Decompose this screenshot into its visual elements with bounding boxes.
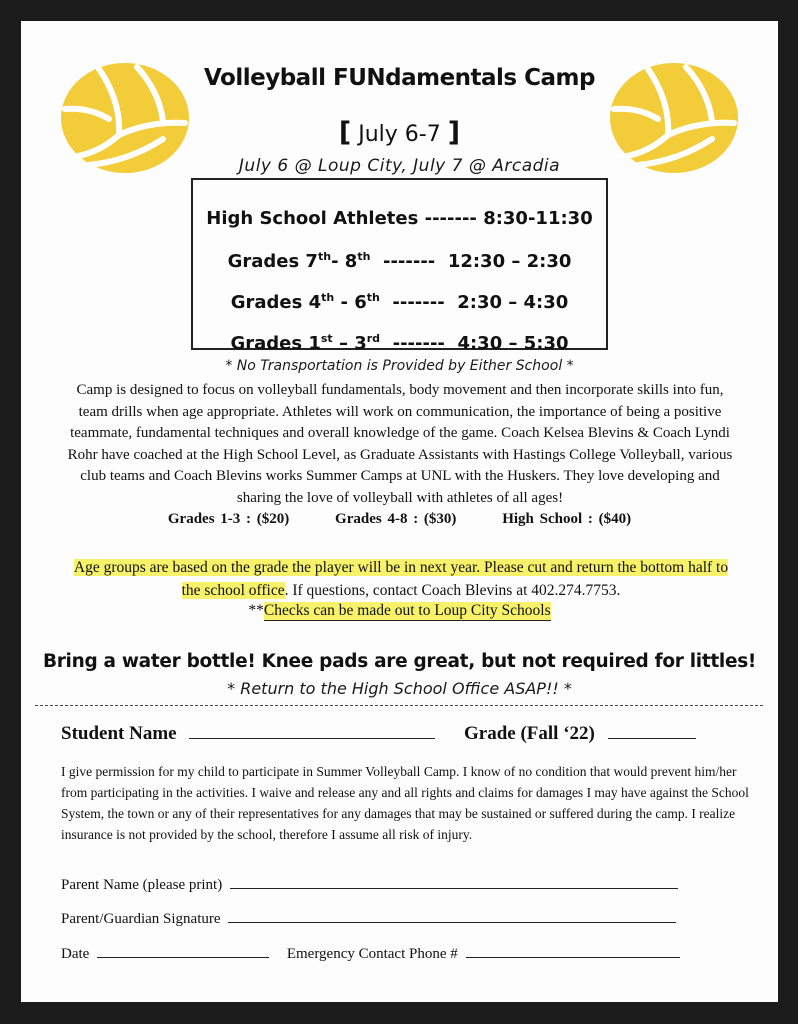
student-row	[61, 723, 595, 745]
date-field[interactable]	[97, 956, 269, 958]
parent-name-row	[61, 877, 678, 894]
checks-note: **Checks can be made out to Loup City Schools	[248, 602, 551, 619]
student-name-field[interactable]	[189, 737, 435, 739]
emergency-label: Emergency Contact Phone #	[286, 946, 458, 962]
cut-line	[35, 705, 763, 706]
parent-name-field[interactable]	[230, 887, 678, 889]
parent-name-label: Parent Name (please print)	[61, 877, 223, 893]
return-note: * Return to the High School Office ASAP!! *	[227, 679, 572, 698]
camp-description: Camp is designed to focus on volleyball fundamentals, body movement and then incorporate skills into fun, team drills when age appropriate. Athletes will work on communication, the importance of being a positive teammate, fundamental techniques and overall knowledge of the game. Coach Kelsea Blevins & Coach Lyndi Rohr have coached at the High School Level, as Graduate Assistants with Hastings College Volleyball, various club teams and Coach Blevins works Summer Camps at UNL with the Huskers. They love developing and sharing the love of volleyball with athletes of all ages!	[67, 382, 733, 506]
price-list	[21, 511, 778, 528]
bring-note: Bring a water bottle! Knee pads are great, but not required for littles!	[42, 651, 757, 672]
date-label: Date	[61, 946, 90, 962]
price-item: High School : ($40)	[502, 511, 632, 527]
flyer-title: Volleyball FUNdamentals Camp	[204, 65, 595, 91]
signature-row	[61, 911, 676, 928]
schedule-row: Grades 4th - 6th ------- 2:30 – 4:30	[230, 291, 569, 313]
schedule-row: Grades 1st – 3rd ------- 4:30 – 5:30	[230, 332, 569, 354]
schedule-box	[191, 178, 608, 354]
price-item: Grades 4-8 : ($30)	[335, 511, 457, 527]
age-group-note: Age groups are based on the grade the player will be in next year. Please cut and return the bottom half to the school office. If questions, contact Coach Blevins at 402.274.7753.	[73, 559, 729, 599]
camp-locations: July 6 @ Loup City, July 7 @ Arcadia	[238, 156, 561, 176]
permission-text: I give permission for my child to participate in Summer Volleyball Camp. I know of no condition that would prevent him/her from participating in the activities. I waive and release any and all rights and claims for damages I may have against the School System, the town or any of their representatives for any damages that may be sustained or suffered during the camp. I realize insurance is not provided by the school, therefore I assume all risk of injury.	[61, 764, 749, 842]
student-name-label: Student Name	[61, 723, 177, 744]
signature-field[interactable]	[228, 921, 676, 923]
transport-note: * No Transportation is Provided by Either School *	[225, 358, 574, 374]
signature-label: Parent/Guardian Signature	[61, 911, 221, 927]
price-item: Grades 1-3 : ($20)	[167, 511, 290, 527]
emergency-phone-field[interactable]	[466, 956, 680, 958]
date-row	[61, 946, 680, 963]
camp-dates: [ July 6-7 ]	[338, 117, 461, 148]
schedule-row: High School Athletes ------- 8:30-11:30	[206, 208, 593, 229]
grade-field[interactable]	[608, 737, 696, 739]
schedule-row: Grades 7th- 8th ------- 12:30 – 2:30	[227, 250, 572, 272]
grade-label: Grade (Fall ‘22)	[464, 723, 595, 744]
flyer-page	[21, 21, 778, 1002]
